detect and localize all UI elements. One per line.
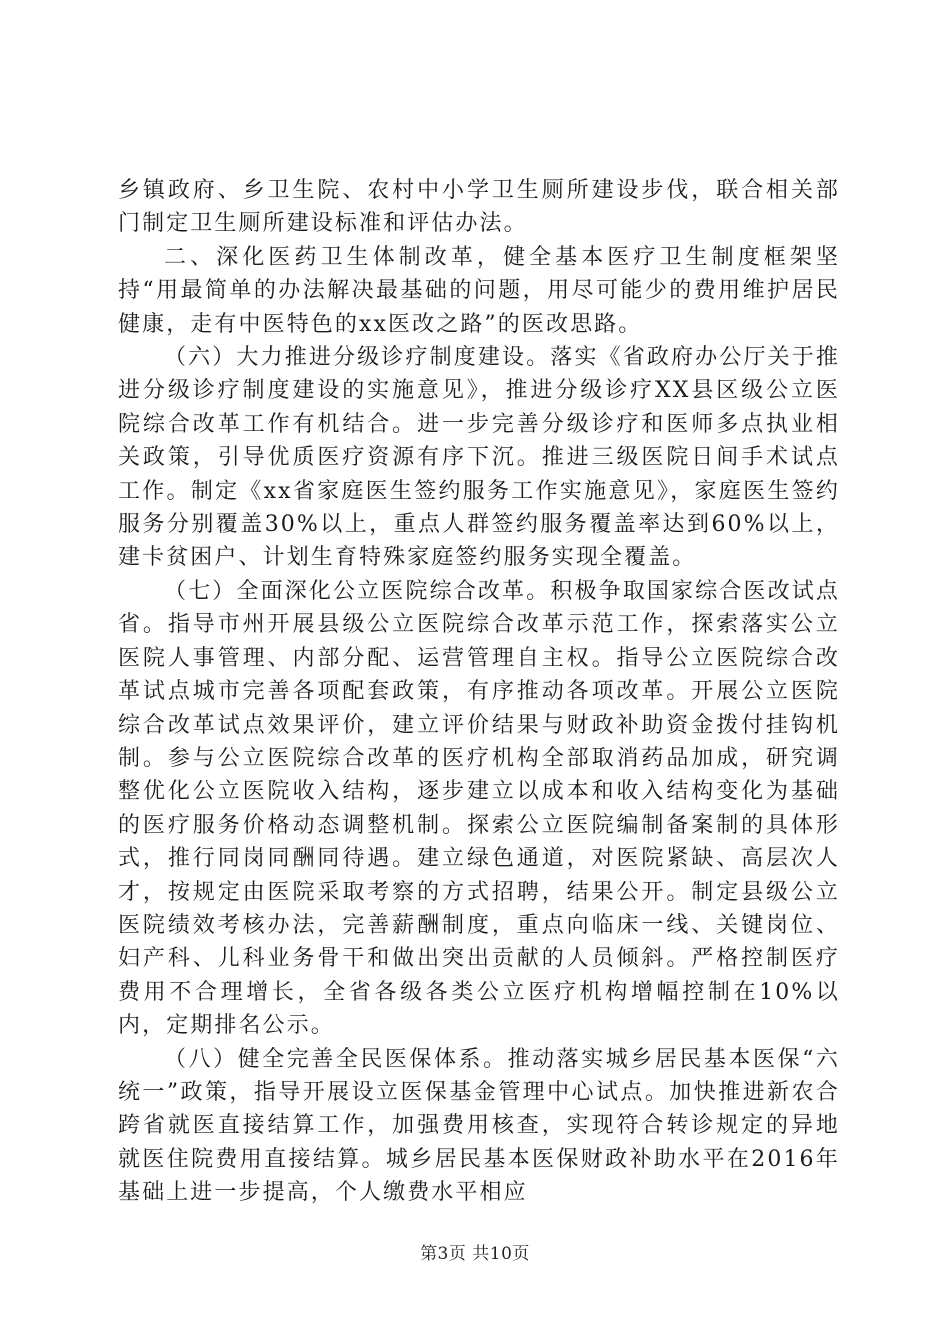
paragraph-item-six: （六）大力推进分级诊疗制度建设。落实《省政府办公厅关于推进分级诊疗制度建设的实施意见》，推进分级诊疗XX县区级公立医院综合改革工作有机结合。进一步完善分级诊疗和医师多点执业相关政策，引导优质医疗资源有序下沉。推进三级医院日间手术试点工作。制定《xx省家庭医生签约服务工作实施意见》，家庭医生签约服务分别覆盖30%以上，重点人群签约服务覆盖率达到60%以上，建卡贫困户、计划生育特殊家庭签约服务实现全覆盖。: [118, 345, 840, 571]
paragraph-item-seven: （七）全面深化公立医院综合改革。积极争取国家综合医改试点省。指导市州开展县级公立医院综合改革示范工作，探索落实公立医院人事管理、内部分配、运营管理自主权。指导公立医院综合改革试点城市完善各项配套政策，有序推动各项改革。开展公立医院综合改革试点效果评价，建立评价结果与财政补助资金拨付挂钩机制。参与公立医院综合改革的医疗机构全部取消药品加成，研究调整优化公立医院收入结构，逐步建立以成本和收入结构变化为基础的医疗服务价格动态调整机制。探索公立医院编制备案制的具体形式，推行同岗同酬同待遇。建立绿色通道，对医院紧缺、高层次人才，按规定由医院采取考察的方式招聘，结果公开。制定县级公立医院绩效考核办法，完善薪酬制度，重点向临床一线、关键岗位、妇产科、儿科业务骨干和做出突出贡献的人员倾斜。严格控制医疗费用不合理增长，全省各级各类公立医疗机构增幅控制在10%以内，定期排名公示。: [118, 578, 840, 1039]
page-number-footer: 第3页 共10页: [420, 1244, 530, 1264]
paragraph-section-two: 二、深化医药卫生体制改革，健全基本医疗卫生制度框架坚持“用最简单的办法解决最基础的问题，用尽可能少的费用维护居民健康，走有中医特色的xx医改之路”的医改思路。: [118, 244, 840, 337]
paragraph-item-eight: （八）健全完善全民医保体系。推动落实城乡居民基本医保“六统一”政策，指导开展设立医保基金管理中心试点。加快推进新农合跨省就医直接结算工作，加强费用核查，实现符合转诊规定的异地就医住院费用直接结算。城乡居民基本医保财政补助水平在2016年基础上进一步提高，个人缴费水平相应: [118, 1046, 840, 1206]
paragraph-continuation: 乡镇政府、乡卫生院、农村中小学卫生厕所建设步伐，联合相关部门制定卫生厕所建设标准和评估办法。: [118, 178, 840, 237]
document-body: [118, 174, 840, 1210]
